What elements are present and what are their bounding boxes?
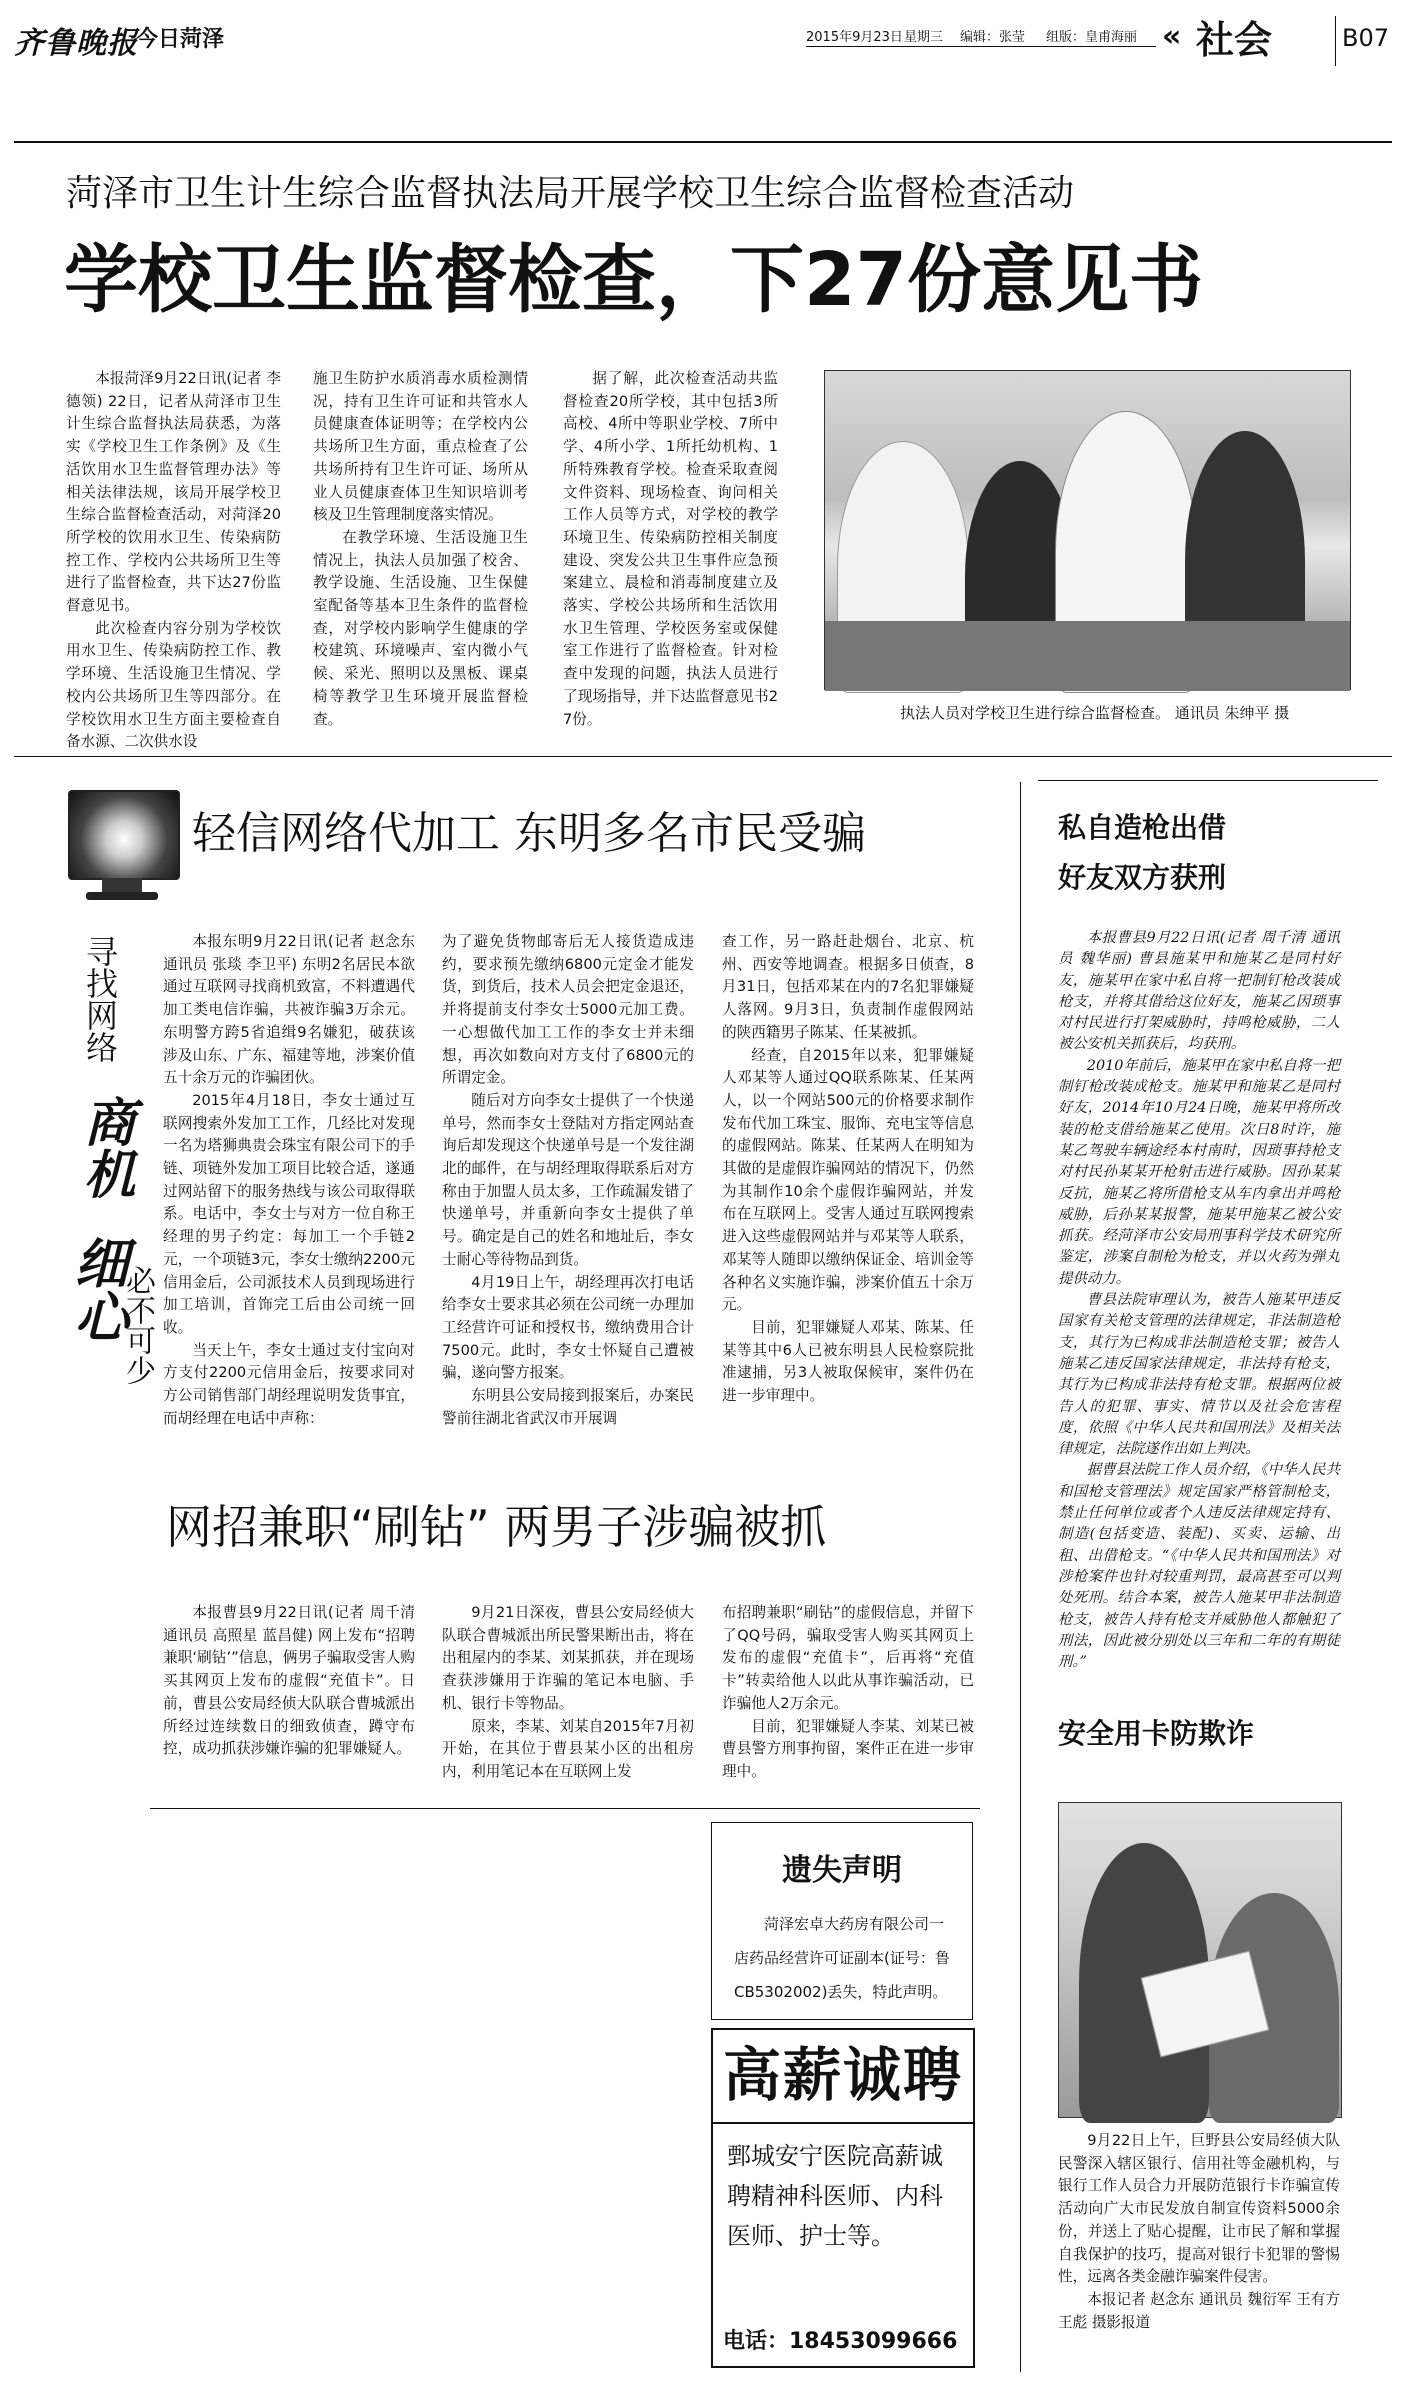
article2-col1-p2: 2015年4月18日，李女士通过互联网搜索外发加工工作，几经比对发现一名为塔狮典贵会珠宝有限公司下的手链、项链外发加工项目比较合适，遂通过网站留下的服务热线与该公司取得联系。电话中，李女士与对方一位自称王经理的男子约定：每加工一个手链2元，一个项链3元，李女士缴纳2200元信用金后，公司派技术人员到现场进行加工培训，首饰完工后由公司统一回收。 bbox=[163, 1091, 415, 1336]
chevron-left-icon: « bbox=[1162, 19, 1182, 54]
masthead-date: 2015年9月23日 bbox=[806, 30, 903, 45]
article2-col2-p3: 4月19日上午，胡经理再次打电话给李女士要求其必须在公司统一办理加工经营许可证和授权书，缴纳费用合计7500元。此时，李女士怀疑自己遭被骗，遂向警方报案。 bbox=[442, 1273, 694, 1382]
sidebar-line2: 商机 bbox=[74, 1095, 135, 1199]
article2-col3-p1: 查工作，另一路赶赴烟台、北京、杭州、西安等地调查。根据多日侦查，8月31日，包括邓某在内的7名犯罪嫌疑人落网。9月3日，负责制作虚假网站的陕西籍男子陈某、任某被抓。 bbox=[722, 933, 974, 1041]
article3-col3-p2: 目前，犯罪嫌疑人李某、刘某已被曹县警方刑事拘留，案件正在进一步审理中。 bbox=[722, 1717, 974, 1780]
article3-col2-p2: 原来，李某、刘某自2015年7月初开始，在其位于曹县某小区的出租房内，利用笔记本在互联网上发 bbox=[442, 1717, 694, 1780]
right2-p2: 本报记者 赵念东 通讯员 魏衍军 王有方 王彪 摄影报道 bbox=[1058, 2290, 1340, 2331]
section-label: 社会 bbox=[1196, 18, 1273, 62]
top-rule bbox=[14, 141, 1392, 143]
article3-col1-p1: 本报曹县9月22日讯(记者 周千清 通讯员 高照星 蓝昌健) 网上发布“招聘兼职‘刷钻’”信息，俩男子骗取受害人购买其网页上发布的虚假“充值卡”。日前，曹县公安局经侦大队联合曹城派出所经过连续数日的细致侦查，蹲守布控，成功抓获涉嫌诈骗的犯罪嫌疑人。 bbox=[163, 1604, 415, 1758]
recruit-ad-title: 高薪诚聘 bbox=[722, 2041, 963, 2109]
article1-col2 bbox=[313, 368, 528, 728]
article1-title: 学校卫生监督检查，下27份意见书 bbox=[64, 237, 1203, 323]
right1-title2: 好友双方获刑 bbox=[1058, 861, 1227, 894]
right1-p2: 2010年前后，施某甲在家中私自将一把制钉枪改装成枪支。施某甲和施某乙是同村好友，2014年10月24日晚，施某甲将所改装的枪支借给施某乙使用。次日8时许，施某乙驾驶车辆途经本村南时，因琐事持枪支对村民孙某某开枪射击进行威胁。因孙某某反抗，施某乙将所借枪支从车内拿出并鸣枪威胁，后孙某某报警，施某甲施某乙被公安抓获。经菏泽市公安局刑事科学技术研究所鉴定，涉案自制枪为枪支，并以火药为弹丸提供动力。 bbox=[1058, 1057, 1340, 1287]
article1-col1 bbox=[66, 368, 281, 751]
article2-col1 bbox=[163, 931, 415, 1427]
masthead-underline bbox=[806, 46, 1156, 47]
article1-col1-p2: 此次检查内容分别为学校饮用水卫生、传染病防控工作、教学环境、生活设施卫生情况、学校内公共场所卫生等四部分。在学校饮用水卫生方面主要检查自备水源、二次供水设 bbox=[66, 619, 281, 751]
recruit-ad-body: 鄄城安宁医院高薪诚聘精神科医师、内科医师、护士等。 bbox=[727, 2142, 943, 2250]
article3-title: 网招兼职“刷钻” 两男子涉骗被抓 bbox=[166, 1500, 827, 1554]
article2-col2 bbox=[442, 931, 694, 1427]
article2-title: 轻信网络代加工 东明多名市民受骗 bbox=[192, 808, 866, 859]
article2-col2-p4: 东明县公安局接到报案后，办案民警前往湖北省武汉市开展调 bbox=[442, 1387, 694, 1427]
article2-col3-p2: 经查，自2015年以来，犯罪嫌疑人邓某等人通过QQ联系陈某、任某两人，以一个网站500元的价格要求制作发布代加工珠宝、服饰、充电宝等信息的虚假网站。陈某、任某两人在明知为其做的是虚假诈骗网站的情况下，仍然为其制作10余个虚假诈骗网站，并发布在互联网上。受害人通过互联网搜索进入这些虚假网站并与邓某等人联系，邓某等人随即以缴纳保证金、培训金等各种名义实施诈骗，涉案价值五十余万元。 bbox=[722, 1046, 974, 1314]
right-column-divider bbox=[1020, 782, 1021, 2372]
paper-logo: 齐鲁晚报 bbox=[14, 26, 138, 61]
article2-col1-p3: 当天上午，李女士通过支付宝向对方支付2200元信用金后，按要求同对方公司销售部门胡经理说明发货事宜，而胡经理在电话中声称： bbox=[163, 1341, 415, 1427]
right2-body bbox=[1058, 2130, 1340, 2366]
right2-p1: 9月22日上午，巨野县公安局经侦大队民警深入辖区银行、信用社等金融机构，与银行工作人员合力开展防范银行卡诈骗宣传活动向广大市民发放自制宣传资料5000余份，并送上了贴心提醒，让市民了解和掌握自我保护的技巧，提高对银行卡犯罪的警惕性，远离各类金融诈骗案件侵害。 bbox=[1058, 2132, 1340, 2286]
article2-col2-p2: 随后对方向李女士提供了一个快递单号，然而李女士登陆对方指定网站查询后却发现这个快递单号是一个发往湖北的邮件，在与胡经理取得联系后对方称由于加盟人员太多，工作疏漏发错了快递单号，并重新向李女士提供了单号。确定是自己的姓名和地址后，李女士耐心等待物品到货。 bbox=[442, 1091, 694, 1268]
article3-col3-p1: 布招聘兼职“刷钻”的虚假信息，并留下了QQ号码，骗取受害人购买其网页上发布的虚假“充值卡”，后再将“充值卡”转卖给他人以此从事诈骗活动，已诈骗他人2万余元。 bbox=[722, 1604, 974, 1712]
page-number: B07 bbox=[1342, 24, 1390, 52]
article1-col1-p1: 本报菏泽9月22日讯(记者 李德领) 22日，记者从菏泽市卫生计生综合监督执法局获悉，为落实《学校卫生工作条例》及《生活饮用水卫生监督管理办法》等相关法律法规，该局开展学校卫生综合监督检查活动，对菏泽20所学校的饮用水卫生、传染病防控工作、学校内公共场所卫生等进行了监督检查，共下达27份监督意见书。 bbox=[66, 370, 281, 615]
article1-bottom-rule bbox=[14, 756, 1392, 757]
article2-col1-p1: 本报东明9月22日讯(记者 赵念东 通讯员 张琰 李卫平) 东明2名居民本欲通过互联网寻找商机致富，不料遭遇代加工类电信诈骗，共被诈骗3万余元。东明警方跨5省追缉9名嫌犯，破获该涉及山东、广东、福建等地，涉案价值五十余万元的诈骗团伙。 bbox=[163, 933, 415, 1087]
photo-counter bbox=[825, 621, 1350, 691]
lost-notice-title: 遗失声明 bbox=[782, 1853, 902, 1888]
masthead-layout: 组版：皇甫海丽 bbox=[1046, 30, 1138, 45]
masthead bbox=[0, 0, 1409, 80]
article1-col3-p1: 据了解，此次检查活动共监督检查20所学校，其中包括3所高校、4所中等职业学校、7所中学、4所小学、1所托幼机构、1所特殊教育学校。检查采取查阅文件资料、现场检查、询问相关工作人员等方式，对学校的教学环境卫生、传染病防控相关制度建设、突发公共卫生事件应急预案建立、晨检和消毒制度建立及落实、学校公共场所和生活饮用水卫生管理、学校医务室或保健室工作进行了监督检查。针对检查中发现的问题，执法人员进行了现场指导，并下达监督意见书27份。 bbox=[563, 370, 778, 728]
monitor-icon bbox=[68, 790, 178, 920]
sidebar-text bbox=[66, 935, 155, 1545]
sidebar-line1: 寻找网络 bbox=[81, 935, 119, 1063]
sidebar-line3: 细心 bbox=[66, 1235, 130, 1343]
sidebar-line4: 必不可少 bbox=[120, 1265, 155, 1385]
lost-notice-body: 菏泽宏卓大药房有限公司一店药品经营许可证副本(证号：鲁CB5302002)丢失，特此声明。 bbox=[734, 1915, 950, 2001]
masthead-editor: 编辑：张莹 bbox=[960, 30, 1026, 45]
article1-col2-p1: 施卫生防护水质消毒水质检测情况，持有卫生许可证和共管水人员健康查体证明等；在学校内公共场所卫生方面，重点检查了公共场所持有卫生许可证、场所从业人员健康查体卫生知识培训考核及卫生管理制度落实情况。 bbox=[313, 370, 528, 524]
article3-col3 bbox=[722, 1602, 974, 1790]
article1-kicker: 菏泽市卫生计生综合监督执法局开展学校卫生综合监督检查活动 bbox=[66, 173, 1075, 214]
masthead-divider bbox=[1335, 16, 1336, 66]
article2-col2-p1: 为了避免货物邮寄后无人接货造成违约，要求预先缴纳6800元定金才能发货，到货后，技术人员会把定金退还，并将提前支付李女士5000元加工费。一心想做代加工工作的李女士并未细想，再次如数向对方支付了6800元的所谓定金。 bbox=[442, 933, 694, 1087]
article3-col2 bbox=[442, 1602, 694, 1790]
article1-caption: 执法人员对学校卫生进行综合监督检查。 通讯员 朱绅平 摄 bbox=[900, 704, 1290, 722]
right1-p4: 据曹县法院工作人员介绍，《中华人民共和国枪支管理法》规定国家严格管制枪支，禁止任何单位或者个人违反法律规定持有、制造(包括变造、装配)、买卖、运输、出租、出借枪支。“《中华人民共和国刑法》对涉枪案件也针对较重判罚，最高甚至可以判处死刑。结合本案，被告人施某甲非法制造枪支，被告人持有枪支并威胁他人都触犯了刑法，因此被分别处以三年和二年的有期徒刑。” bbox=[1058, 1462, 1340, 1671]
lost-notice bbox=[711, 1822, 973, 2020]
article2-col3 bbox=[722, 931, 974, 1405]
article1-col3 bbox=[563, 368, 778, 728]
article3-col1 bbox=[163, 1602, 415, 1790]
article2-col3-p3: 目前，犯罪嫌疑人邓某、陈某、任某等其中6人已被东明县人民检察院批准逮捕，另3人被取保候审，案件仍在进一步审理中。 bbox=[722, 1318, 974, 1405]
article1-photo bbox=[824, 370, 1351, 690]
recruit-ad-divider bbox=[713, 2122, 973, 2124]
article3-col2-p1: 9月21日深夜，曹县公安局经侦大队联合曹城派出所民警果断出击，将在出租屋内的李某、刘某抓获，并在现场查获涉嫌用于诈骗的笔记本电脑、手机、银行卡等物品。 bbox=[442, 1604, 694, 1712]
right1-p3: 曹县法院审理认为，被告人施某甲违反国家有关枪支管理的法律规定，非法制造枪支，其行为已构成非法制造枪支罪；被告人施某乙违反国家法律规定，非法持有枪支，其行为已构成非法持有枪支罪。根据两位被告人的犯罪、事实、情节以及社会危害程度，依照《中华人民共和国刑法》及相关法律规定，法院遂作出如上判决。 bbox=[1058, 1292, 1340, 1458]
recruit-ad-phone: 电话：18453099666 bbox=[723, 2329, 958, 2354]
monitor-base bbox=[86, 892, 158, 900]
right1-p1: 本报曹县9月22日讯(记者 周千清 通讯员 魏华丽) 曹县施某甲和施某乙是同村好友，施某甲在家中私自将一把制钉枪改装成枪支，并将其借给这位好友，施某乙因琐事对村民进行打架威胁时，持鸣枪威胁，二人被公安机关抓获后，均获刑。 bbox=[1058, 930, 1340, 1053]
right2-title: 安全用卡防欺诈 bbox=[1058, 1717, 1255, 1750]
article3-bottom-rule bbox=[150, 1808, 980, 1809]
monitor-screen bbox=[68, 790, 180, 880]
recruit-ad bbox=[711, 2028, 975, 2368]
section-name: 今日菏泽 bbox=[136, 27, 225, 52]
masthead-weekday: 星期三 bbox=[904, 30, 944, 45]
article1-col2-p2: 在教学环境、生活设施卫生情况上，执法人员加强了校舍、教学设施、生活设施、卫生保健室配备等基本卫生条件的监督检查，对学校内影响学生健康的学校建筑、环境噪声、室内微小气候、采光、照明以及黑板、课桌椅等教学卫生环境开展监督检查。 bbox=[313, 528, 528, 728]
monitor-stand bbox=[102, 878, 142, 892]
right1-body bbox=[1058, 928, 1340, 1690]
right-column-top-rule bbox=[1038, 780, 1378, 781]
right1-title1: 私自造枪出借 bbox=[1058, 811, 1227, 844]
right2-photo bbox=[1058, 1802, 1342, 2118]
